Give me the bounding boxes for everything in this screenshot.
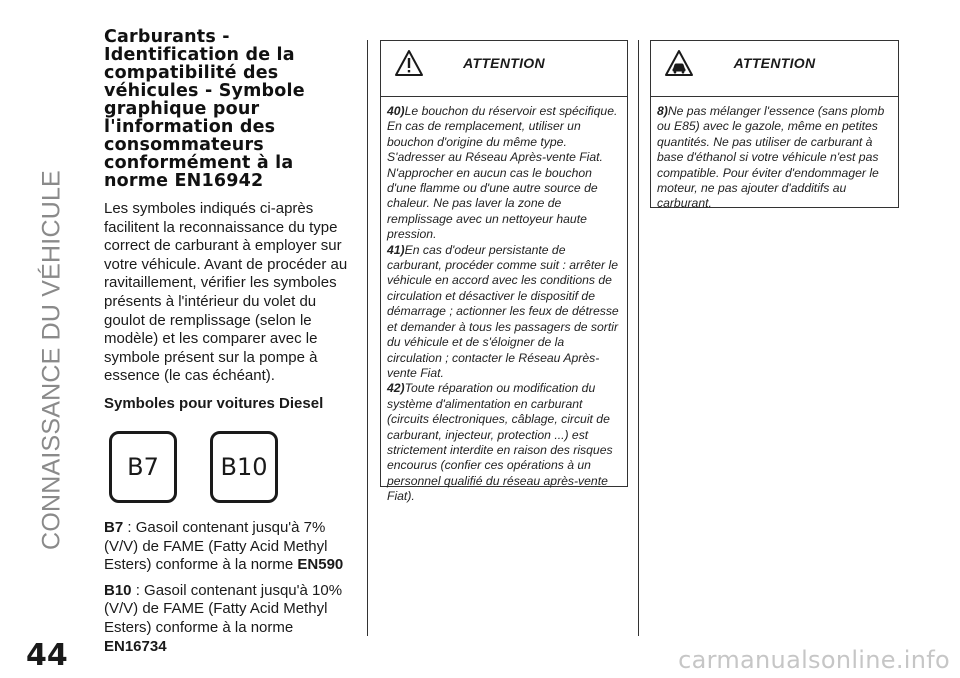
diesel-symbols-subheading: Symboles pour voitures Diesel [104,394,324,412]
definition-b7 [104,519,354,575]
note-number: 42) [387,381,405,396]
warning-box-left [380,40,628,504]
warning-item [387,104,622,243]
warning-box-header [651,41,898,97]
column-divider [638,40,639,636]
section-heading: Carburants - Identification de la compatibilité des véhicules - Symbole graphique pour l'information des consommateurs conformément à la norme EN16942 [104,27,305,191]
warning-box-header [381,41,627,97]
page-number: 44 [26,638,68,673]
warning-box-right [650,40,899,211]
column-divider [367,40,368,636]
note-text: Ne pas mélanger l'essence (sans plomb ou E85) avec le gazole, même en petites quantités. Ne pas utiliser de carburant à base d'éthanol si votre véhicule n'est pas compatible. Pour éviter d'endommager le moteur, ne pas ajouter d'additifs au carburant. [657,104,885,211]
note-number: 40) [387,104,405,118]
note-text: Le bouchon du réservoir est spécifique. En cas de remplacement, utiliser un bouchon d'origine du même type. S'adresser au Réseau Après-vente Fiat. N'approcher en aucun cas le bouchon d'une flamme ou d'une autre source de chaleur. Ne pas laver la zone de remplissage avec un nettoyeur haute pression. [387,104,618,242]
warning-item [387,381,622,504]
definition-code: B7 [104,518,124,536]
watermark: carmanualsonline.info [678,646,950,674]
warning-box-body [381,97,627,505]
definition-text: : Gasoil contenant jusqu'à 7% (V/V) de FAME (Fatty Acid Methyl Esters) conforme à la norme [104,518,328,574]
section-side-title: CONNAISSANCE DU VÉHICULE [37,170,66,550]
warning-item [657,104,893,212]
warning-title: ATTENTION [463,55,545,71]
definition-norm: EN590 [297,556,344,574]
b10-fuel-symbol-icon: B10 [210,431,278,503]
note-number: 8) [657,104,668,118]
intro-paragraph: Les symboles indiqués ci-après facilitent la reconnaissance du type correct de carburant à employer sur votre véhicule. Avant de procéder au ravitaillement, vérifier les symboles présents à l'intérieur du volet du goulot de remplissage (selon le modèle) et les comparer avec le symbole présent sur la pompe à essence (le cas échéant). [104,200,348,385]
definition-text: : Gasoil contenant jusqu'à 10% (V/V) de FAME (Fatty Acid Methyl Esters) conforme à la norme [104,581,343,636]
warning-box-body [651,97,898,212]
definition-b10 [104,582,354,656]
b7-fuel-symbol-icon: B7 [109,431,177,503]
definition-norm: EN16734 [104,637,167,655]
warning-title: ATTENTION [733,55,816,71]
fuel-symbols [104,431,354,505]
note-number: 41) [387,242,405,257]
main-column [104,28,354,663]
note-text: Toute réparation ou modification du système d'alimentation en carburant (circuits électroniques, câblage, circuit de carburant, injecteur, protection ...) est strictement interdite en raison des risques encourus (confier ces opérations à un personnel qualifié du réseau après-vente Fiat). [387,381,613,504]
note-text: En cas d'odeur persistante de carburant, procéder comme suit : arrêter le véhicule en accord avec les conditions de circulation et désactiver le dispositif de démarrage ; actionner les feux de détresse et demander à tous les passagers de sortir du véhicule et de s'éloigner de la circulation ; contacter le Réseau Après-vente Fiat. [387,242,619,380]
definition-code: B10 [104,581,132,599]
warning-item [387,243,622,382]
